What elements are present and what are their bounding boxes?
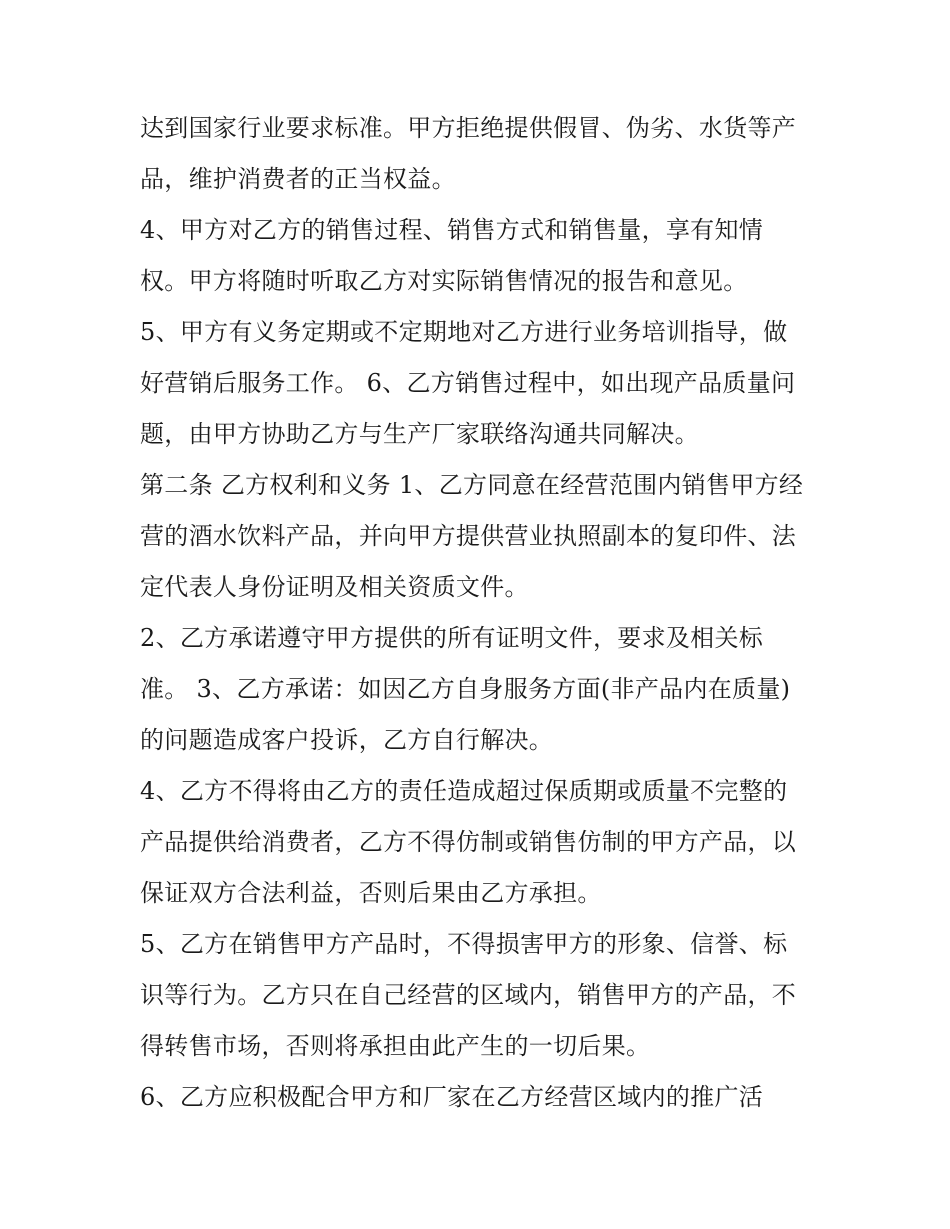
text-line: 品，维护消费者的正当权益。 xyxy=(140,165,456,193)
text-line: 达到国家行业要求标准。甲方拒绝提供假冒、伪劣、水货等产 xyxy=(140,114,797,142)
text-line: 2、乙方承诺遵守甲方提供的所有证明文件，要求及相关标 xyxy=(140,624,764,652)
text-line: 第二条 乙方权利和义务 1、乙方同意在经营范围内销售甲方经 xyxy=(140,471,804,499)
text-line: 4、甲方对乙方的销售过程、销售方式和销售量，享有知情 xyxy=(140,216,764,244)
text-line: 得转售市场，否则将承担由此产生的一切后果。 xyxy=(140,1032,651,1060)
text-line: 定代表人身份证明及相关资质文件。 xyxy=(140,573,529,601)
text-line: 题，由甲方协助乙方与生产厂家联络沟通共同解决。 xyxy=(140,420,699,448)
text-line: 5、甲方有义务定期或不定期地对乙方进行业务培训指导，做 xyxy=(140,318,788,346)
text-line: 识等行为。乙方只在自己经营的区域内，销售甲方的产品，不 xyxy=(140,981,797,1009)
text-line: 产品提供给消费者，乙方不得仿制或销售仿制的甲方产品，以 xyxy=(140,828,797,856)
text-line: 保证双方合法利益，否则后果由乙方承担。 xyxy=(140,879,602,907)
text-line: 5、乙方在销售甲方产品时，不得损害甲方的形象、信誉、标 xyxy=(140,930,788,958)
text-line: 6、乙方应积极配合甲方和厂家在乙方经营区域内的推广活 xyxy=(140,1083,764,1111)
text-line: 营的酒水饮料产品，并向甲方提供营业执照副本的复印件、法 xyxy=(140,522,797,550)
text-line: 好营销后服务工作。 6、乙方销售过程中，如出现产品质量问 xyxy=(140,369,796,397)
text-line: 的问题造成客户投诉，乙方自行解决。 xyxy=(140,726,554,754)
text-line: 4、乙方不得将由乙方的责任造成超过保质期或质量不完整的 xyxy=(140,777,788,805)
text-line: 权。甲方将随时听取乙方对实际销售情况的报告和意见。 xyxy=(140,267,748,295)
text-line: 准。 3、乙方承诺：如因乙方自身服务方面(非产品内在质量) xyxy=(140,675,791,703)
